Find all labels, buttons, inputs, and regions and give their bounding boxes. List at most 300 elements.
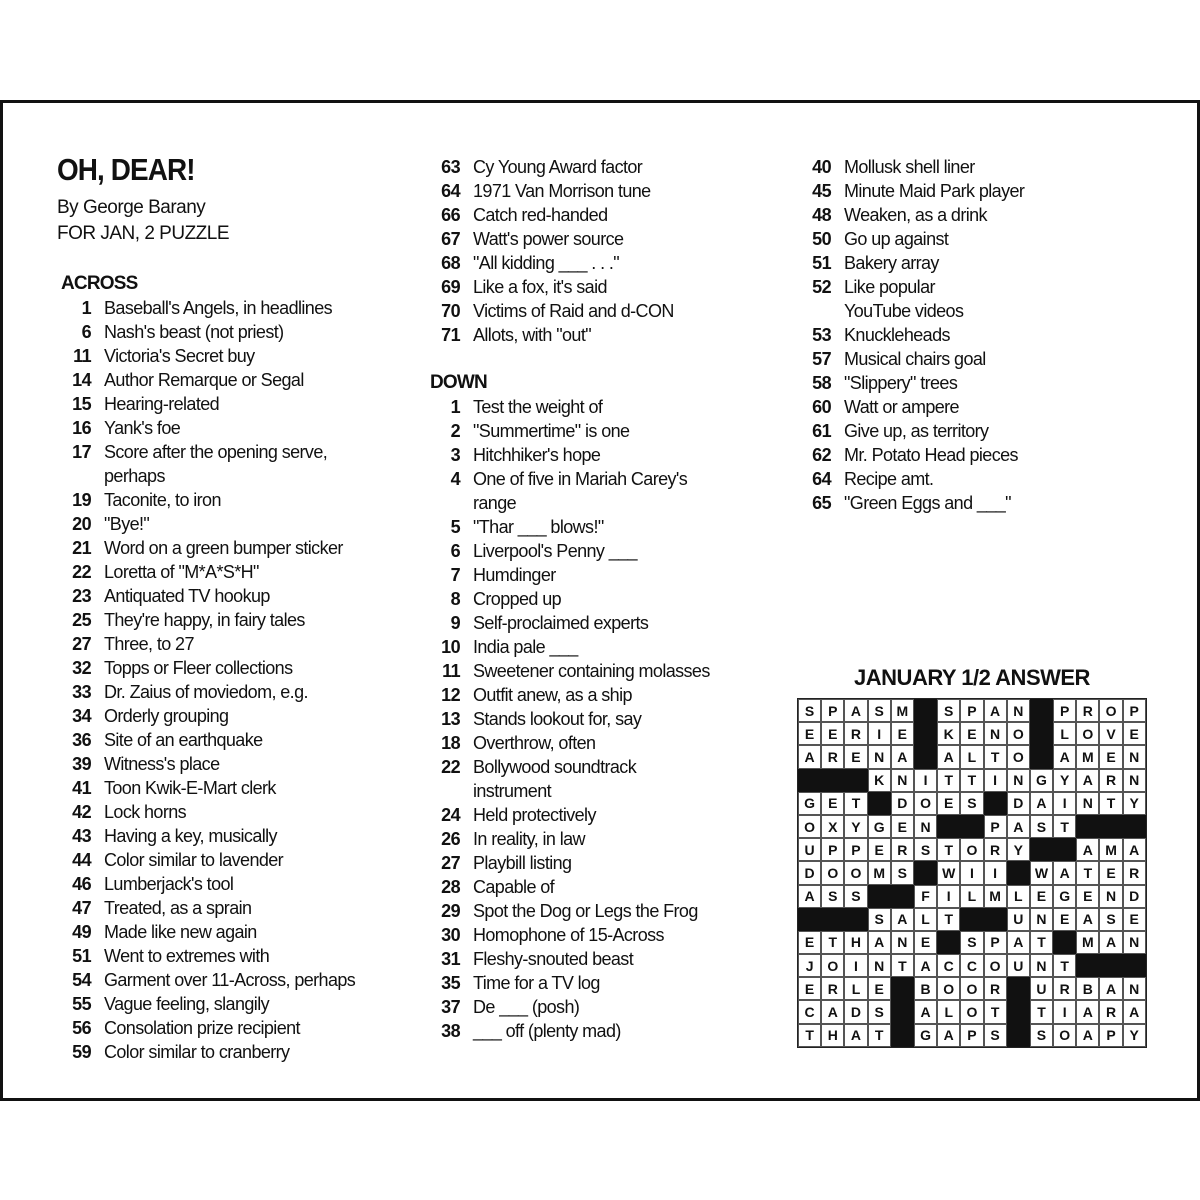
grid-black-square — [1053, 931, 1076, 954]
clue-number: 61 — [812, 421, 831, 441]
clue-number: 43 — [72, 826, 91, 846]
clue-number: 27 — [72, 634, 91, 654]
clue-text: Held protectively — [473, 805, 596, 825]
clue-text: Toon Kwik-E-Mart clerk — [104, 778, 276, 798]
across-heading: ACROSS — [61, 273, 138, 294]
grid-cell: E — [844, 745, 867, 768]
clue-number: 11 — [442, 661, 460, 681]
grid-cell: U — [1007, 908, 1030, 931]
down-clue — [426, 995, 710, 1019]
grid-cell: B — [1076, 977, 1099, 1000]
clue-number: 15 — [72, 394, 91, 414]
grid-black-square — [844, 908, 867, 931]
answer-grid — [797, 698, 1147, 1048]
grid-black-square — [960, 815, 983, 838]
grid-black-square — [1099, 815, 1122, 838]
down-clue — [426, 443, 710, 467]
down-clue — [797, 275, 1024, 323]
grid-cell: E — [914, 931, 937, 954]
grid-cell: A — [1007, 815, 1030, 838]
down-clue — [797, 419, 1024, 443]
grid-black-square — [960, 908, 983, 931]
grid-cell: D — [844, 1000, 867, 1023]
grid-cell: R — [1099, 1000, 1122, 1023]
across-clue — [57, 1040, 355, 1064]
across-clue — [57, 848, 355, 872]
grid-cell: T — [891, 954, 914, 977]
clue-text: Lock horns — [104, 802, 187, 822]
clue-number: 51 — [72, 946, 91, 966]
clue-text: Yank's foe — [104, 418, 181, 438]
grid-cell: A — [1030, 792, 1053, 815]
grid-cell: S — [868, 1000, 891, 1023]
clue-number: 46 — [72, 874, 91, 894]
grid-cell: U — [798, 838, 821, 861]
puzzle-title: OH, DEAR! — [57, 152, 195, 187]
down-clue — [797, 227, 1024, 251]
grid-cell: R — [1053, 977, 1076, 1000]
across-clue — [57, 440, 355, 488]
across-clue — [57, 968, 355, 992]
grid-cell: S — [1030, 1024, 1053, 1047]
grid-cell: A — [1123, 1000, 1146, 1023]
grid-cell: O — [844, 861, 867, 884]
grid-black-square — [984, 908, 1007, 931]
clue-number: 9 — [450, 613, 460, 633]
clue-number: 33 — [72, 682, 91, 702]
clue-number: 4 — [450, 469, 460, 489]
clue-text: Spot the Dog or Legs the Frog — [473, 901, 698, 921]
down-clue — [426, 731, 710, 755]
grid-cell: A — [1053, 861, 1076, 884]
grid-cell: P — [1123, 699, 1146, 722]
down-clue — [426, 923, 710, 947]
clue-number: 13 — [441, 709, 460, 729]
grid-cell: N — [1123, 977, 1146, 1000]
clue-text: Watt's power source — [473, 229, 624, 249]
clue-text: Color similar to cranberry — [104, 1042, 290, 1062]
grid-cell: M — [1076, 931, 1099, 954]
clue-text: Overthrow, often — [473, 733, 596, 753]
grid-cell: S — [1099, 908, 1122, 931]
clue-text: "Summertime" is one — [473, 421, 630, 441]
grid-cell: A — [891, 908, 914, 931]
grid-cell: A — [844, 699, 867, 722]
grid-cell: T — [937, 838, 960, 861]
grid-cell: N — [1123, 931, 1146, 954]
grid-black-square — [1007, 1000, 1030, 1023]
author: By George Barany — [57, 197, 206, 218]
down-clue — [426, 587, 710, 611]
grid-black-square — [844, 769, 867, 792]
grid-black-square — [891, 977, 914, 1000]
grid-cell: M — [868, 861, 891, 884]
grid-cell: T — [1053, 954, 1076, 977]
clue-text: "Thar ___ blows!" — [473, 517, 604, 537]
down-heading: DOWN — [430, 372, 487, 393]
grid-cell: R — [1076, 699, 1099, 722]
down-clue — [426, 659, 710, 683]
clue-text: They're happy, in fairy tales — [104, 610, 305, 630]
grid-cell: S — [821, 885, 844, 908]
clue-text: Homophone of 15-Across — [473, 925, 664, 945]
grid-cell: L — [960, 745, 983, 768]
clue-number: 40 — [812, 157, 831, 177]
across-clue — [57, 608, 355, 632]
grid-cell: M — [891, 699, 914, 722]
grid-black-square — [914, 722, 937, 745]
grid-black-square — [1076, 954, 1099, 977]
grid-cell: A — [914, 954, 937, 977]
grid-cell: N — [984, 722, 1007, 745]
clue-number: 7 — [450, 565, 460, 585]
grid-cell: T — [1076, 861, 1099, 884]
grid-cell: R — [1099, 769, 1122, 792]
across-clue — [57, 296, 355, 320]
grid-black-square — [937, 815, 960, 838]
clue-number: 42 — [72, 802, 91, 822]
grid-cell: L — [960, 885, 983, 908]
grid-cell: N — [914, 815, 937, 838]
clue-text: Victoria's Secret buy — [104, 346, 255, 366]
grid-cell: X — [821, 815, 844, 838]
clue-text: Loretta of "M*A*S*H" — [104, 562, 259, 582]
down-clue — [426, 851, 710, 875]
grid-cell: G — [914, 1024, 937, 1047]
down-clue — [426, 395, 710, 419]
clue-text: "Green Eggs and ___" — [844, 493, 1011, 513]
clue-number: 5 — [450, 517, 460, 537]
clue-text: Outfit anew, as a ship — [473, 685, 632, 705]
clue-text: Weaken, as a drink — [844, 205, 987, 225]
grid-black-square — [891, 1024, 914, 1047]
grid-cell: R — [821, 977, 844, 1000]
clue-text: Bakery array — [844, 253, 939, 273]
down-clue — [426, 755, 710, 803]
grid-cell: S — [1030, 815, 1053, 838]
clue-number: 48 — [812, 205, 831, 225]
grid-cell: A — [1123, 838, 1146, 861]
grid-cell: S — [891, 861, 914, 884]
grid-cell: I — [1053, 792, 1076, 815]
grid-cell: A — [1053, 745, 1076, 768]
across-clue — [57, 392, 355, 416]
clue-number: 18 — [441, 733, 460, 753]
grid-cell: N — [1123, 745, 1146, 768]
grid-cell: O — [960, 838, 983, 861]
grid-cell: A — [937, 1024, 960, 1047]
clue-text: Made like new again — [104, 922, 257, 942]
grid-cell: T — [798, 1024, 821, 1047]
grid-black-square — [868, 792, 891, 815]
grid-cell: S — [868, 908, 891, 931]
grid-cell: E — [798, 931, 821, 954]
grid-cell: C — [960, 954, 983, 977]
clue-number: 41 — [72, 778, 91, 798]
clue-number: 21 — [72, 538, 91, 558]
grid-cell: T — [937, 769, 960, 792]
grid-cell: N — [1099, 885, 1122, 908]
grid-cell: J — [798, 954, 821, 977]
grid-black-square — [914, 699, 937, 722]
clue-text: Three, to 27 — [104, 634, 194, 654]
grid-black-square — [984, 792, 1007, 815]
grid-cell: P — [821, 699, 844, 722]
clue-number: 6 — [450, 541, 460, 561]
grid-cell: O — [821, 861, 844, 884]
grid-cell: R — [984, 838, 1007, 861]
grid-cell: A — [1076, 769, 1099, 792]
across-clue — [57, 800, 355, 824]
grid-black-square — [798, 769, 821, 792]
clue-number: 25 — [72, 610, 91, 630]
grid-cell: D — [798, 861, 821, 884]
clue-column-2 — [426, 155, 710, 1043]
grid-black-square — [1099, 954, 1122, 977]
grid-cell: O — [914, 792, 937, 815]
grid-cell: C — [937, 954, 960, 977]
across-clue — [57, 320, 355, 344]
grid-cell: S — [868, 699, 891, 722]
grid-black-square — [798, 908, 821, 931]
grid-cell: E — [821, 792, 844, 815]
grid-cell: B — [914, 977, 937, 1000]
clue-text: Catch red-handed — [473, 205, 608, 225]
clue-number: 37 — [441, 997, 460, 1017]
across-clue — [57, 488, 355, 512]
grid-cell: A — [984, 699, 1007, 722]
answer-title: JANUARY 1/2 ANSWER — [854, 665, 1090, 690]
grid-cell: E — [1099, 861, 1122, 884]
clue-number: 68 — [441, 253, 460, 273]
clue-text: Hitchhiker's hope — [473, 445, 601, 465]
across-clue — [426, 227, 710, 251]
grid-cell: I — [844, 954, 867, 977]
grid-cell: K — [937, 722, 960, 745]
clue-text: Victims of Raid and d-CON — [473, 301, 674, 321]
clue-text: Taconite, to iron — [104, 490, 221, 510]
grid-cell: M — [984, 885, 1007, 908]
grid-black-square — [1007, 977, 1030, 1000]
grid-cell: E — [1099, 745, 1122, 768]
down-clue — [426, 875, 710, 899]
clue-number: 56 — [72, 1018, 91, 1038]
clue-text: India pale ___ — [473, 637, 578, 657]
clue-text: Having a key, musically — [104, 826, 277, 846]
clue-text: Witness's place — [104, 754, 220, 774]
clue-text: Antiquated TV hookup — [104, 586, 270, 606]
grid-cell: W — [1030, 861, 1053, 884]
down-clue — [426, 419, 710, 443]
down-clue — [426, 683, 710, 707]
grid-black-square — [1076, 815, 1099, 838]
grid-cell: Y — [1123, 1024, 1146, 1047]
grid-cell: O — [937, 977, 960, 1000]
clue-text: Author Remarque or Segal — [104, 370, 304, 390]
grid-cell: N — [1076, 792, 1099, 815]
grid-cell: F — [914, 885, 937, 908]
across-clue — [426, 299, 710, 323]
down-clue — [797, 491, 1024, 515]
clue-text: Went to extremes with — [104, 946, 270, 966]
down-clue — [426, 539, 710, 563]
grid-black-square — [914, 745, 937, 768]
clue-number: 28 — [441, 877, 460, 897]
across-clue — [426, 251, 710, 275]
clue-number: 16 — [72, 418, 91, 438]
grid-cell: E — [891, 722, 914, 745]
grid-cell: A — [914, 1000, 937, 1023]
clue-number: 70 — [441, 301, 460, 321]
across-clue — [426, 179, 710, 203]
clue-text: Knuckleheads — [844, 325, 950, 345]
grid-cell: T — [1053, 815, 1076, 838]
grid-cell: Y — [844, 815, 867, 838]
clue-text: Go up against — [844, 229, 949, 249]
grid-cell: N — [891, 769, 914, 792]
clue-number: 34 — [72, 706, 91, 726]
grid-cell: A — [798, 745, 821, 768]
grid-cell: O — [798, 815, 821, 838]
clue-text: Orderly grouping — [104, 706, 229, 726]
clue-number: 6 — [81, 322, 91, 342]
clue-number: 44 — [72, 850, 91, 870]
grid-cell: A — [1076, 1024, 1099, 1047]
grid-cell: I — [960, 861, 983, 884]
grid-cell: T — [984, 745, 1007, 768]
grid-cell: T — [868, 1024, 891, 1047]
grid-cell: A — [1076, 1000, 1099, 1023]
grid-cell: R — [844, 722, 867, 745]
grid-cell: H — [821, 1024, 844, 1047]
across-clue — [57, 896, 355, 920]
grid-cell: N — [868, 954, 891, 977]
grid-cell: O — [1007, 745, 1030, 768]
grid-cell: D — [1007, 792, 1030, 815]
grid-cell: A — [868, 931, 891, 954]
grid-cell: A — [937, 745, 960, 768]
grid-cell: I — [914, 769, 937, 792]
grid-cell: E — [798, 722, 821, 745]
clue-number: 58 — [812, 373, 831, 393]
grid-cell: P — [960, 699, 983, 722]
grid-cell: E — [937, 792, 960, 815]
clue-number: 49 — [72, 922, 91, 942]
clue-number: 52 — [812, 277, 831, 297]
grid-black-square — [1030, 699, 1053, 722]
clue-number: 71 — [441, 325, 460, 345]
clue-text: Lumberjack's tool — [104, 874, 234, 894]
clue-number: 54 — [72, 970, 91, 990]
grid-cell: N — [1030, 954, 1053, 977]
down-clue — [426, 515, 710, 539]
grid-cell: I — [1053, 1000, 1076, 1023]
across-clue — [57, 872, 355, 896]
clue-text: Consolation prize recipient — [104, 1018, 300, 1038]
clue-text: Time for a TV log — [473, 973, 600, 993]
grid-cell: M — [1076, 745, 1099, 768]
across-clue — [57, 944, 355, 968]
across-clue — [57, 824, 355, 848]
grid-cell: A — [1076, 908, 1099, 931]
grid-cell: P — [960, 1024, 983, 1047]
clue-text: Hearing-related — [104, 394, 220, 414]
grid-cell: P — [844, 838, 867, 861]
clue-text: Cy Young Award factor — [473, 157, 643, 177]
grid-cell: D — [1123, 885, 1146, 908]
down-clue — [426, 971, 710, 995]
clue-text: Recipe amt. — [844, 469, 934, 489]
clue-text: De ___ (posh) — [473, 997, 580, 1017]
grid-cell: T — [1099, 792, 1122, 815]
grid-cell: A — [844, 1024, 867, 1047]
clue-text: Vague feeling, slangily — [104, 994, 269, 1014]
grid-cell: O — [821, 954, 844, 977]
down-clue — [426, 467, 710, 515]
grid-cell: S — [937, 699, 960, 722]
clue-text: Baseball's Angels, in headlines — [104, 298, 333, 318]
grid-cell: P — [984, 931, 1007, 954]
down-clue — [797, 467, 1024, 491]
grid-cell: E — [821, 722, 844, 745]
grid-cell: T — [1030, 1000, 1053, 1023]
down-clue — [797, 371, 1024, 395]
clue-number: 69 — [441, 277, 460, 297]
grid-cell: P — [1053, 699, 1076, 722]
grid-black-square — [1123, 954, 1146, 977]
clue-text: Topps or Fleer collections — [104, 658, 293, 678]
clue-text: "Bye!" — [104, 514, 150, 534]
grid-cell: L — [1053, 722, 1076, 745]
clue-text: Humdinger — [473, 565, 556, 585]
grid-black-square — [1007, 861, 1030, 884]
grid-cell: A — [798, 885, 821, 908]
clue-number: 14 — [72, 370, 91, 390]
clue-number: 67 — [441, 229, 460, 249]
grid-cell: A — [1007, 931, 1030, 954]
across-clue — [426, 323, 710, 347]
grid-cell: A — [821, 1000, 844, 1023]
grid-cell: A — [891, 745, 914, 768]
across-clue — [57, 512, 355, 536]
grid-cell: Y — [1053, 769, 1076, 792]
across-clue — [57, 992, 355, 1016]
grid-cell: S — [960, 931, 983, 954]
clue-number: 22 — [441, 757, 460, 777]
grid-cell: P — [984, 815, 1007, 838]
clue-text: Watt or ampere — [844, 397, 959, 417]
clue-text: Like a fox, it's said — [473, 277, 607, 297]
grid-cell: U — [1030, 977, 1053, 1000]
clue-text: One of five in Mariah Carey's range — [473, 469, 688, 513]
clue-text: Stands lookout for, say — [473, 709, 642, 729]
grid-cell: S — [798, 699, 821, 722]
grid-black-square — [868, 885, 891, 908]
grid-black-square — [891, 885, 914, 908]
clue-number: 57 — [812, 349, 831, 369]
grid-black-square — [821, 769, 844, 792]
grid-cell: H — [844, 931, 867, 954]
down-clue — [797, 395, 1024, 419]
clue-text: Dr. Zaius of moviedom, e.g. — [104, 682, 308, 702]
across-clue — [426, 155, 710, 179]
clue-number: 39 — [72, 754, 91, 774]
clue-number: 65 — [812, 493, 831, 513]
clue-number: 12 — [441, 685, 460, 705]
clue-text: Word on a green bumper sticker — [104, 538, 343, 558]
grid-cell: N — [1007, 699, 1030, 722]
grid-cell: Y — [1007, 838, 1030, 861]
